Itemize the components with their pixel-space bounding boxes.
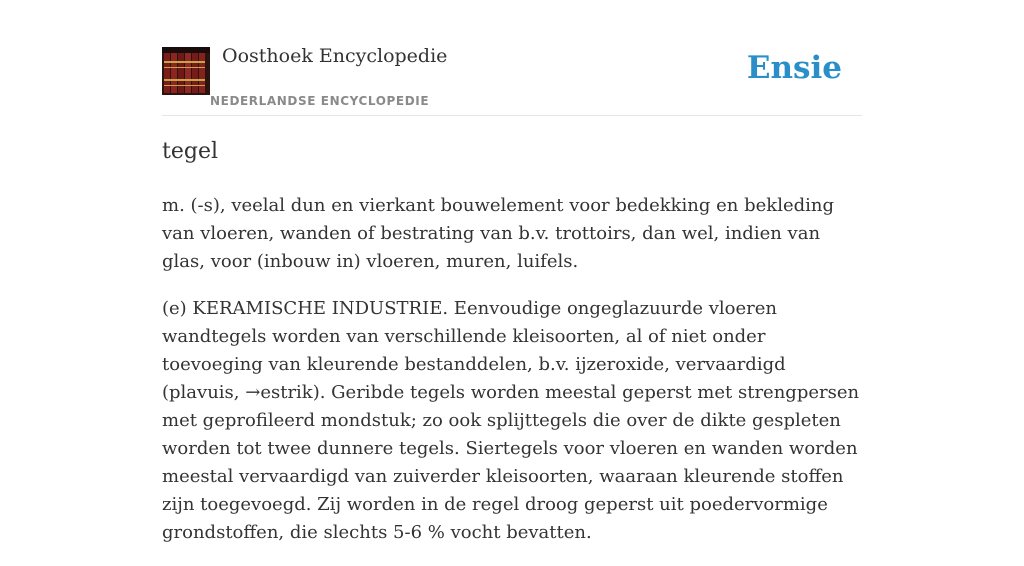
entry-paragraph: m. (-s), veelal dun en vierkant bouwelement voor bedekking en bekleding van vloeren, wanden of bestrating van b.v. trottoirs, dan wel, indien van glas, voor (inbouw in) vloeren, muren, luifels. bbox=[162, 195, 834, 272]
entry-body bbox=[162, 192, 862, 566]
book-spines-icon bbox=[162, 47, 210, 95]
source-avatar[interactable] bbox=[162, 47, 210, 95]
entry-title: tegel bbox=[162, 139, 218, 164]
content-container bbox=[162, 0, 862, 543]
source-subtitle: NEDERLANDSE ENCYCLOPEDIE bbox=[210, 94, 430, 108]
source-title[interactable]: Oosthoek Encyclopedie bbox=[222, 45, 448, 67]
entry-paragraph: (e) KERAMISCHE INDUSTRIE. Eenvoudige ongeglazuurde vloeren wandtegels worden van verschillende kleisoorten, al of niet onder toevoeging van kleurende bestanddelen, b.v. ijzeroxide, vervaardigd (plavuis, →estrik). Geribde tegels worden meestal geperst met strengpersen met geprofileerd mondstuk; zo ook splijttegels die over de dikte gespleten worden tot twee dunnere tegels. Siertegels voor vloeren en wanden worden meestal vervaardigd van zuiverder kleisoorten, waaraan kleurende stoffen zijn toegevoegd. Zij worden in de regel droog geperst uit poedervormige grondstoffen, die slechts 5-6 % vocht bevatten. bbox=[162, 298, 860, 543]
brand-logo-link[interactable]: Ensie bbox=[746, 50, 842, 86]
source-header bbox=[162, 0, 862, 116]
